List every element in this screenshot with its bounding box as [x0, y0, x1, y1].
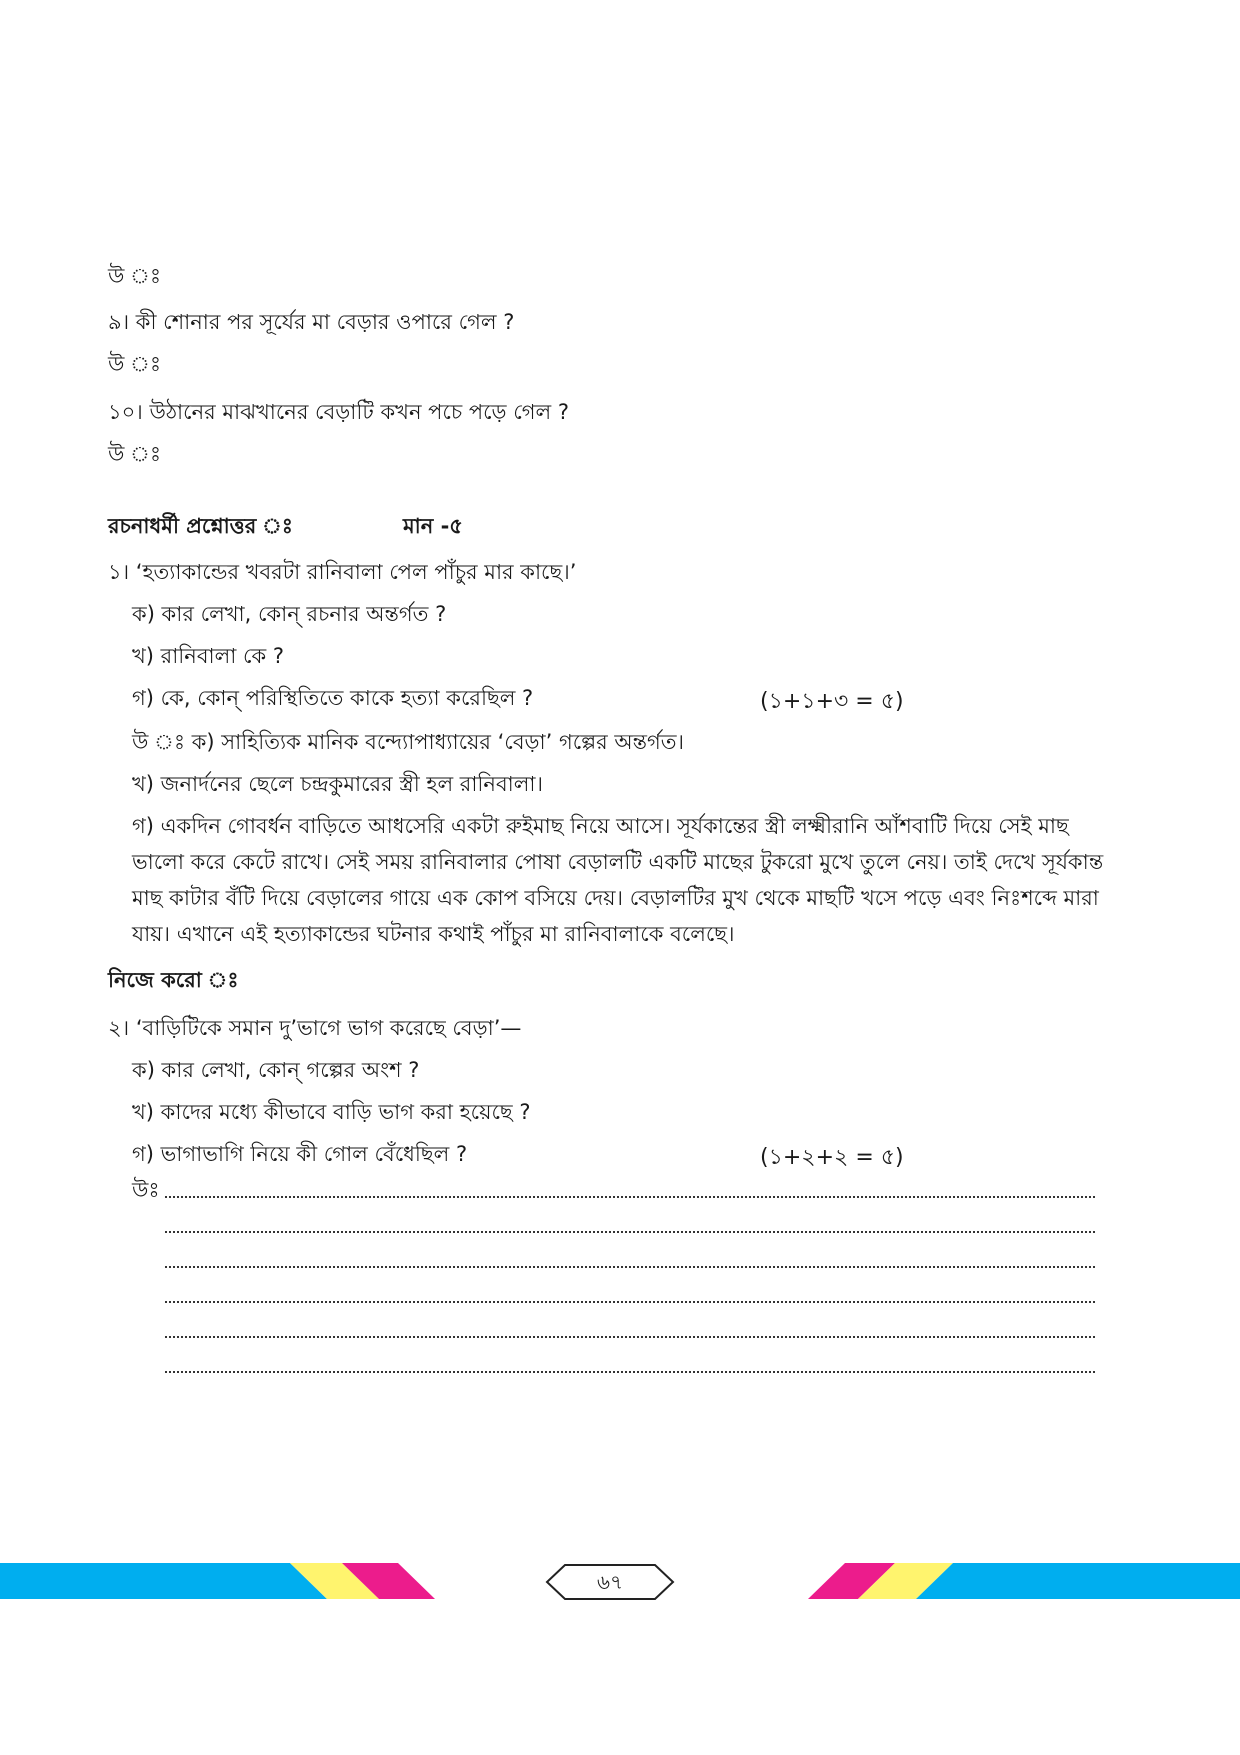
answer-line[interactable] — [165, 1336, 1095, 1338]
answer-label-8: উ ঃ — [108, 264, 162, 288]
essay1-marks: (১+১+৩ = ৫) — [760, 689, 904, 714]
essay2-part-b: খ) কাদের মধ্যে কীভাবে বাড়ি ভাগ করা হয়েছে ? — [132, 1100, 531, 1124]
essay2-question: ২। ‘বাড়িটিকে সমান দু’ভাগে ভাগ করেছে বেড়া’— — [108, 1016, 522, 1040]
answer-label-9: উ ঃ — [108, 352, 162, 376]
question-10: ১০। উঠানের মাঝখানের বেড়াটি কখন পচে পড়ে গেল ? — [108, 400, 569, 424]
answer-line[interactable] — [165, 1266, 1095, 1268]
essay1-part-b: খ) রানিবালা কে ? — [132, 644, 285, 668]
answer-line[interactable] — [165, 1196, 1095, 1198]
essay2-part-c: গ) ভাগাভাগি নিয়ে কী গোল বেঁধেছিল ? — [132, 1142, 468, 1166]
footer-band-cyan-left — [0, 1563, 327, 1599]
answer-label-10: উ ঃ — [108, 442, 162, 466]
answer-line[interactable] — [165, 1231, 1095, 1233]
essay1-answer-a: উ ঃ ক) সাহিত্যিক মানিক বন্দ্যোপাধ্যায়ের ‘বেড়া’ গল্পের অন্তর্গত। — [132, 730, 685, 754]
essay1-answer-b: খ) জনার্দনের ছেলে চন্দ্রকুমারের স্ত্রী হল রানিবালা। — [132, 772, 543, 796]
section-title-practice: নিজে করো ঃ — [108, 968, 239, 992]
essay2-part-a: ক) কার লেখা, কোন্ গল্পের অংশ ? — [132, 1058, 420, 1082]
essay1-part-a: ক) কার লেখা, কোন্ রচনার অন্তর্গত ? — [132, 602, 447, 626]
answer-line[interactable] — [165, 1371, 1095, 1373]
footer-band-cyan-right — [916, 1563, 1240, 1599]
essay2-answer-prefix: উঃ — [132, 1178, 160, 1202]
section-marks: মান -৫ — [403, 514, 463, 538]
essay1-question: ১। ‘হত্যাকান্ডের খবরটা রানিবালা পেল পাঁচুর মার কাছে।’ — [108, 560, 577, 584]
page-number: ৬৭ — [596, 1570, 623, 1594]
essay2-marks: (১+২+২ = ৫) — [760, 1145, 904, 1170]
question-9: ৯। কী শোনার পর সূর্যের মা বেড়ার ওপারে গেল ? — [108, 310, 515, 334]
essay1-part-c: গ) কে, কোন্ পরিস্থিতিতে কাকে হত্যা করেছিল ? — [132, 686, 534, 710]
answer-line[interactable] — [165, 1301, 1095, 1303]
section-title-essay: রচনাধর্মী প্রশ্নোত্তর ঃ — [108, 514, 293, 538]
essay1-answer-c: গ) একদিন গোবর্ধন বাড়িতে আধসেরি একটা রুইমাছ নিয়ে আসে। সূর্যকান্তের স্ত্রী লক্ষ্মীরানি আঁশবাটি দিয়ে সেই মাছ ভালো করে কেটে রাখে। সেই সময় রানিবালার পোষা বেড়ালটি একটি মাছের টুকরো মুখে তুলে নেয়। তাই দেখে সূর্যকান্ত মাছ কাটার বঁটি দিয়ে বেড়ালের গায়ে এক কোপ বসিয়ে দেয়। বেড়ালটির মুখ থেকে মাছটি খসে পড়ে এবং নিঃশব্দে মারা যায়। এখানে এই হত্যাকান্ডের ঘটনার কথাই পাঁচুর মা রানিবালাকে বলেছে। — [132, 814, 1104, 946]
